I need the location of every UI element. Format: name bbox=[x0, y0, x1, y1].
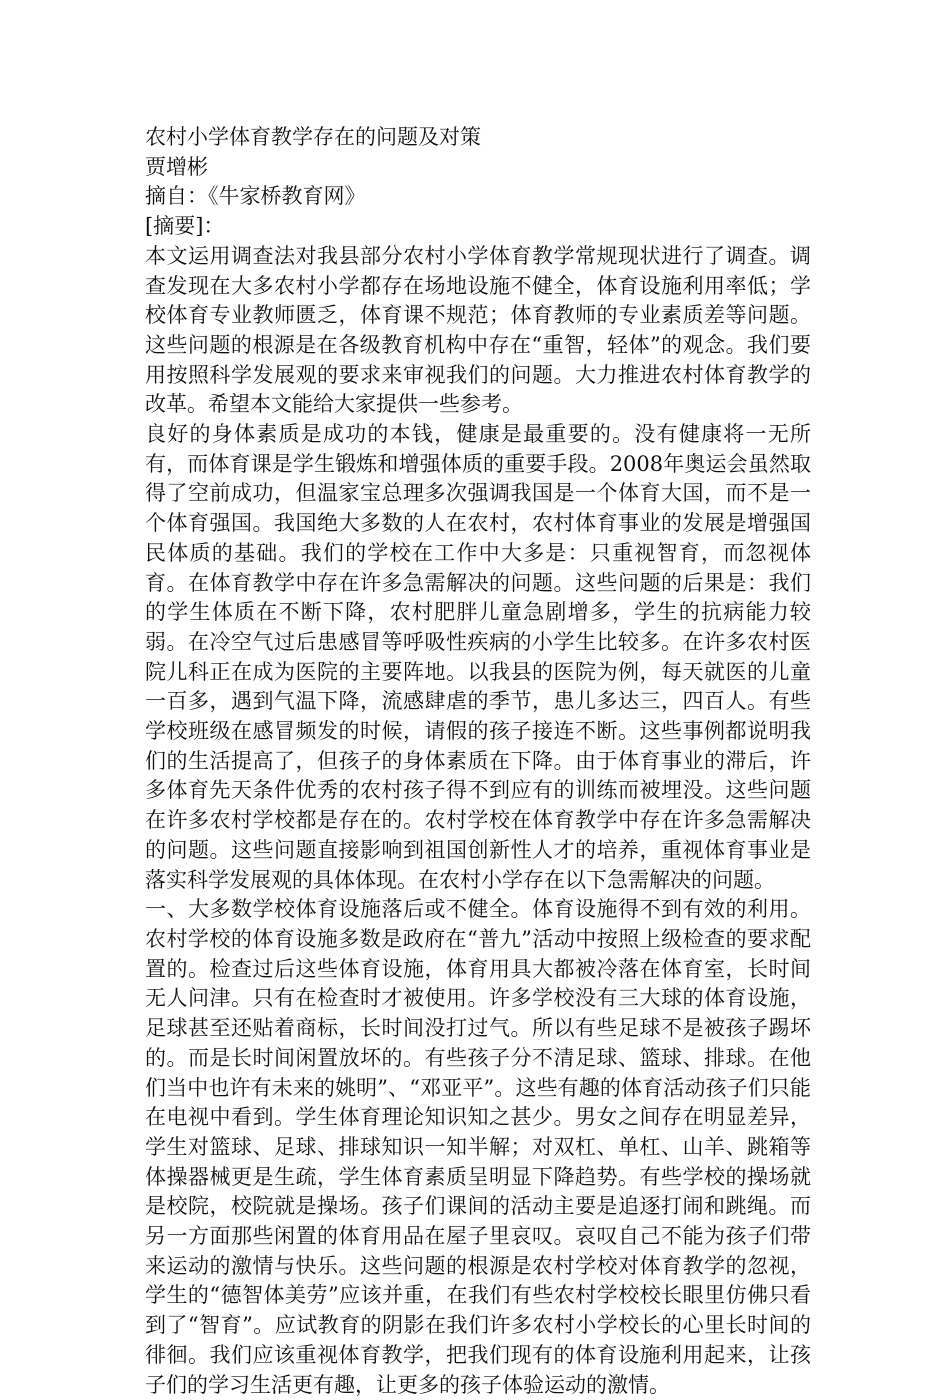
abstract-paragraph: 本文运用调查法对我县部分农村小学体育教学常规现状进行了调查。调查发现在大多农村小学都存在场地设施不健全，体育设施利用率低；学校体育专业教师匮乏，体育课不规范；体育教师的专业素质差等问题。这些问题的根源是在各级教育机构中存在“重智，轻体”的观念。我们要用按照科学发展观的要求来审视我们的问题。大力推进农村体育教学的改革。希望本文能给大家提供一些参考。 bbox=[145, 243, 811, 417]
document-title: 农村小学体育教学存在的问题及对策 bbox=[145, 125, 481, 149]
source-line: 摘自：《牛家桥教育网》 bbox=[145, 184, 366, 209]
abstract-label: [摘要]： bbox=[145, 214, 225, 239]
body-paragraph-intro: 良好的身体素质是成功的本钱，健康是最重要的。没有健康将一无所有，而体育课是学生锻炼和增强体质的重要手段。2008年奥运会虽然取得了空前成功，但温家宝总理多次强调我国是一个体育大国，而不是一个体育强国。我国绝大多数的人在农村，农村体育事业的发展是增强国民体质的基础。我们的学校在工作中大多是：只重视智育，而忽视体育。在体育教学中存在许多急需解决的问题。这些问题的后果是：我们的学生体质在不断下降，农村肥胖儿童急剧增多，学生的抗病能力较弱。在冷空气过后患感冒等呼吸性疾病的小学生比较多。在许多农村医院儿科正在成为医院的主要阵地。以我县的医院为例，每天就医的儿童一百多，遇到气温下降，流感肆虐的季节，患儿多达三，四百人。有些学校班级在感冒频发的时候，请假的孩子接连不断。这些事例都说明我们的生活提高了，但孩子的身体素质在下降。由于体育事业的滞后，许多体育先天条件优秀的农村孩子得不到应有的训练而被埋没。这些问题在许多农村学校都是存在的。农村学校在体育教学中存在许多急需解决的问题。这些问题直接影响到祖国创新性人才的培养，重视体育事业是落实科学发展观的具体体现。在农村小学存在以下急需解决的问题。 bbox=[145, 422, 811, 892]
author-name: 贾增彬 bbox=[145, 154, 208, 179]
body-paragraph-section-1: 一、大多数学校体育设施落后或不健全。体育设施得不到有效的利用。农村学校的体育设施多数是政府在“普九”活动中按照上级检查的要求配置的。检查过后这些体育设施，体育用具大都被冷落在体育室，长时间无人问津。只有在检查时才被使用。许多学校没有三大球的体育设施，足球甚至还贴着商标，长时间没打过气。所以有些足球不是被孩子踢坏的。而是长时间闲置放坏的。有些孩子分不清足球、篮球、排球。在他们当中也许有未来的姚明”、“邓亚平”。这些有趣的体育活动孩子们只能在电视中看到。学生体育理论知识知之甚少。男女之间存在明显差异，学生对篮球、足球、排球知识一知半解；对双杠、单杠、山羊、跳箱等体操器械更是生疏，学生体育素质呈明显下降趋势。有些学校的操场就是校院，校院就是操场。孩子们课间的活动主要是追逐打闹和跳绳。而另一方面那些闲置的体育用品在屋子里哀叹。哀叹自己不能为孩子们带来运动的激情与快乐。这些问题的根源是农村学校对体育教学的忽视，学生的“德智体美劳”应该并重，在我们有些农村学校校长眼里仿佛只看到了“智育”。应试教育的阴影在我们许多农村小学校长的心里长时间的徘徊。我们应该重视体育教学，把我们现有的体育设施利用起来，让孩子们的学习生活更有趣，让更多的孩子体验运动的激情。 bbox=[145, 897, 811, 1397]
document-body bbox=[145, 123, 811, 1400]
